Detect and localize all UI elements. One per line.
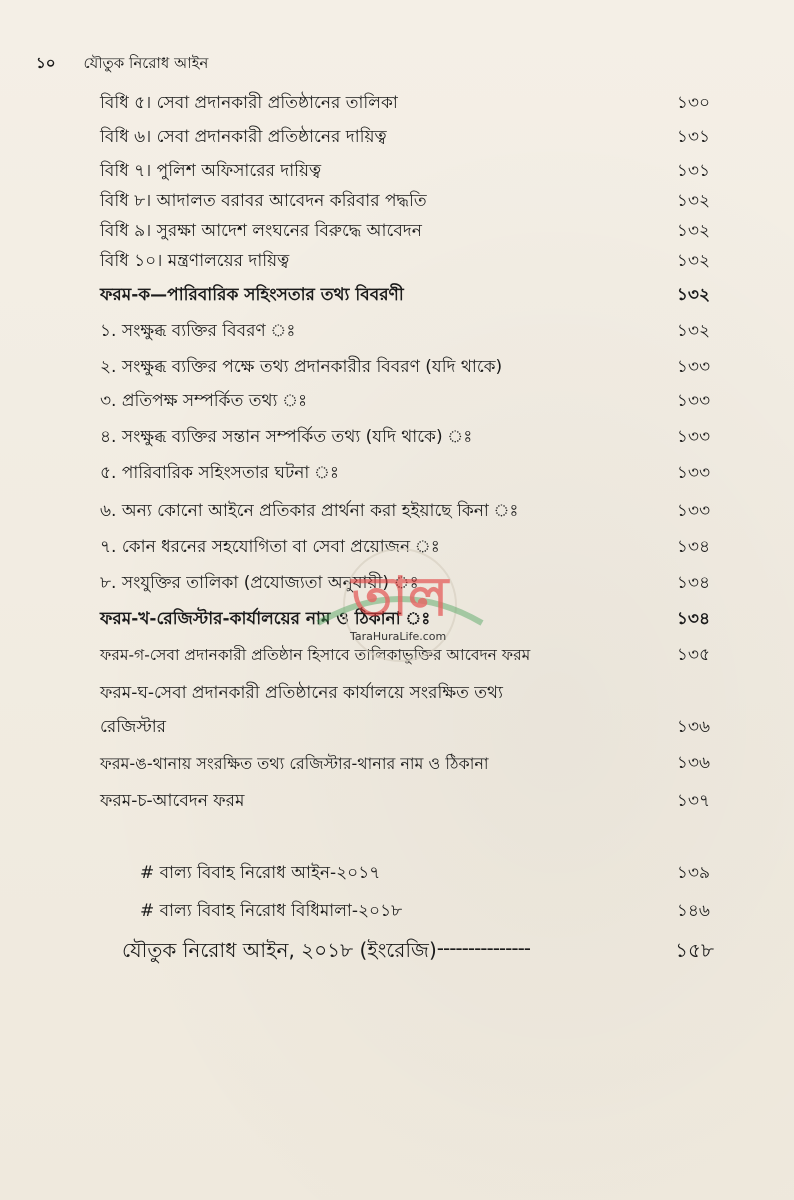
toc-entry-page: ১৩২	[676, 251, 710, 271]
toc-entry-title: # বাল্য বিবাহ নিরোধ বিধিমালা-২০১৮	[140, 901, 403, 921]
toc-entry	[100, 460, 710, 488]
running-title: যৌতুক নিরোধ আইন	[83, 54, 209, 72]
toc-entry-page: ১৩৫	[676, 645, 710, 665]
toc-entry-title: বিধি ৭। পুলিশ অফিসারের দায়িত্ব	[100, 161, 322, 181]
toc-entry-page: ১৩২	[676, 285, 710, 305]
page-number: ১০	[36, 54, 56, 72]
toc-entry-title: # বাল্য বিবাহ নিরোধ আইন-২০১৭	[140, 863, 381, 883]
toc-entry-page: ১৩৪	[676, 537, 710, 557]
toc-entry	[100, 354, 710, 382]
toc-entry-page: ১৩৯	[676, 863, 710, 883]
toc-entry-page: ১৩২	[676, 321, 710, 341]
toc-entry-page: ১৩১	[676, 127, 710, 147]
toc-entry	[140, 898, 710, 926]
toc-entry-page: ১৩৬	[676, 753, 710, 773]
toc-entry	[100, 318, 710, 346]
toc-entry-page: ১৩৭	[676, 791, 710, 811]
toc-entry-title: বিধি ৯। সুরক্ষা আদেশ লংঘনের বিরুদ্ধে আবেদন	[100, 221, 422, 241]
toc-entry-title: ৮. সংযুক্তির তালিকা (প্রযোজ্যতা অনুযায়ী) ঃ	[100, 573, 419, 593]
watermark-url: TaraHuraLife.com	[350, 630, 447, 643]
toc-entry-page: ১৩১	[676, 161, 710, 181]
toc-entry	[100, 750, 710, 778]
toc-entry	[100, 124, 710, 152]
page-header	[36, 52, 208, 77]
toc-entry-title: রেজিস্টার	[100, 717, 167, 737]
toc-entry-page: ১৩২	[676, 221, 710, 241]
toc-entry-page: ১৩৩	[676, 463, 710, 483]
toc-entry-page: ১৩৩	[676, 427, 710, 447]
toc-entry-title: ১. সংক্ষুব্ধ ব্যক্তির বিবরণ ঃ	[100, 321, 296, 341]
toc-entry	[100, 714, 710, 742]
toc-entry-title: ৭. কোন ধরনের সহযোগিতা বা সেবা প্রয়োজন ঃ	[100, 537, 440, 557]
toc-entry-title: বিধি ১০। মন্ত্রণালয়ের দায়িত্ব	[100, 251, 290, 271]
toc-final-entry	[122, 936, 714, 969]
toc-entry	[100, 388, 710, 416]
watermark-logo-text: তাল	[351, 565, 449, 628]
toc-entry-page: ১৩০	[676, 93, 710, 113]
leader-dashes: ---------------	[436, 936, 531, 960]
toc-entry-page: ১৩৪	[676, 609, 710, 629]
toc-entry	[100, 248, 710, 276]
toc-entry	[100, 90, 710, 118]
toc-entry-title: ৪. সংক্ষুব্ধ ব্যক্তির সন্তান সম্পর্কিত তথ্য (যদি থাকে) ঃ	[100, 427, 473, 447]
toc-entry	[100, 680, 710, 708]
toc-entry-title: ফরম-ক—পারিবারিক সহিংসতার তথ্য বিবরণী	[100, 285, 404, 305]
toc-entry-page: ১৩৪	[676, 573, 710, 593]
toc-entry-page: ১৩৩	[676, 501, 710, 521]
toc-entry	[100, 188, 710, 216]
toc-entry-title: যৌতুক নিরোধ আইন, ২০১৮ (ইংরেজি)	[122, 938, 437, 962]
toc-entry-page: ১৫৮	[675, 938, 714, 962]
toc-entry-title: ফরম-গ-সেবা প্রদানকারী প্রতিষ্ঠান হিসাবে তালিকাভুক্তির আবেদন ফরম	[100, 646, 531, 664]
toc-entry	[140, 860, 710, 888]
toc-entry-title: ফরম-ঘ-সেবা প্রদানকারী প্রতিষ্ঠানের কার্যালয়ে সংরক্ষিত তথ্য	[100, 683, 503, 703]
toc-entry-title: বিধি ৮। আদালত বরাবর আবেদন করিবার পদ্ধতি	[100, 191, 427, 211]
toc-entry-page: ১৩৬	[676, 717, 710, 737]
toc-entry-title: বিধি ৬। সেবা প্রদানকারী প্রতিষ্ঠানের দায়িত্ব	[100, 127, 387, 147]
toc-entry-title: ২. সংক্ষুব্ধ ব্যক্তির পক্ষে তথ্য প্রদানকারীর বিবরণ (যদি থাকে)	[100, 357, 503, 377]
toc-entry	[100, 158, 710, 186]
toc-entry	[100, 498, 710, 526]
toc-entry-page: ১৪৬	[676, 901, 710, 921]
toc-entry	[100, 218, 710, 246]
toc-entry-title: ৩. প্রতিপক্ষ সম্পর্কিত তথ্য ঃ	[100, 391, 308, 411]
toc-entry-title: ৬. অন্য কোনো আইনে প্রতিকার প্রার্থনা করা হইয়াছে কিনা ঃ	[100, 501, 519, 521]
toc-section-heading	[100, 282, 710, 310]
toc-entry-title: ফরম-খ-রেজিস্টার-কার্যালয়ের নাম ও ঠিকানা ঃ	[100, 609, 431, 629]
toc-entry	[100, 788, 710, 816]
toc-entry-title: ফরম-ঙ-থানায় সংরক্ষিত তথ্য রেজিস্টার-থানার নাম ও ঠিকানা	[100, 753, 489, 773]
toc-entry-page: ১৩৩	[676, 391, 710, 411]
watermark-logo	[300, 545, 500, 665]
toc-entry	[100, 424, 710, 452]
toc-entry-title: বিধি ৫। সেবা প্রদানকারী প্রতিষ্ঠানের তালিকা	[100, 93, 398, 113]
toc-entry-page: ১৩২	[676, 191, 710, 211]
toc-entry-page: ১৩৩	[676, 357, 710, 377]
toc-entry-title: ৫. পারিবারিক সহিংসতার ঘটনা ঃ	[100, 463, 339, 483]
toc-entry-title: ফরম-চ-আবেদন ফরম	[100, 791, 245, 811]
